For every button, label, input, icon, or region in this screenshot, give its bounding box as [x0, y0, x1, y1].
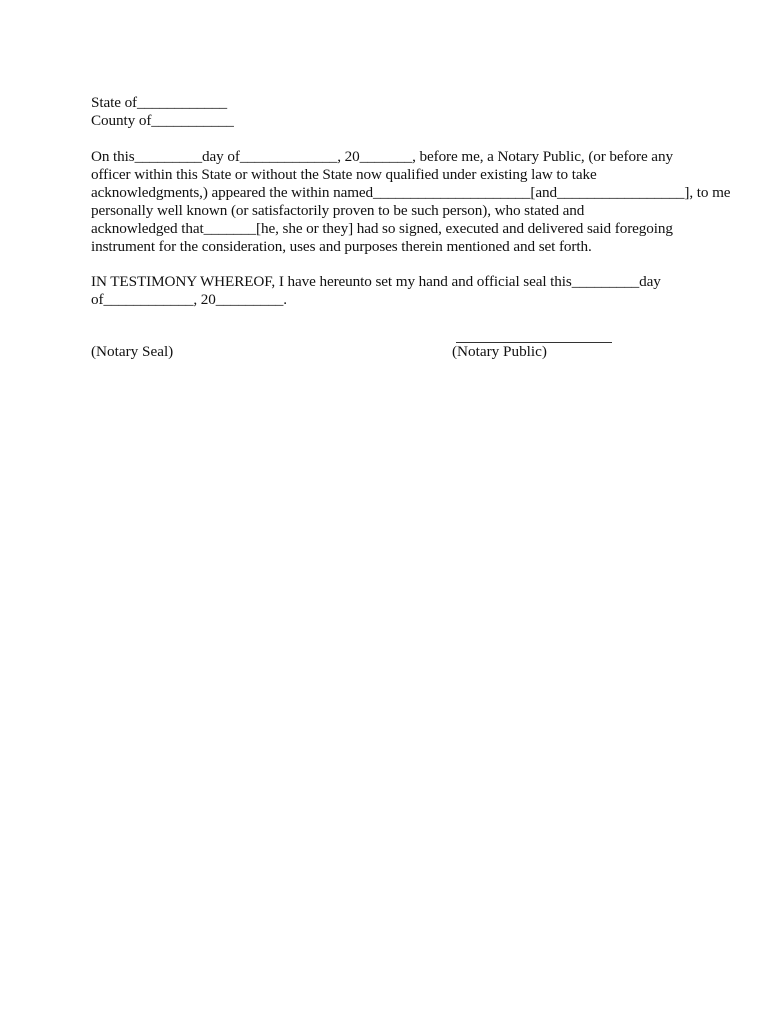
- notary-seal-label: (Notary Seal): [91, 343, 174, 360]
- testimony-line-1: IN TESTIMONY WHEREOF, I have hereunto set my hand and official seal this_________day: [91, 273, 661, 290]
- acknowledgment-line-2: officer within this State or without the State now qualified under existing law to take: [91, 166, 597, 183]
- notary-public-label: (Notary Public): [452, 343, 547, 360]
- county-of-line: County of___________: [91, 112, 234, 129]
- acknowledgment-line-6: instrument for the consideration, uses and purposes therein mentioned and set forth.: [91, 238, 592, 255]
- acknowledgment-line-3: acknowledgments,) appeared the within named_____________________[and_________________], to me: [91, 184, 731, 201]
- acknowledgment-line-5: acknowledged that_______[he, she or they] had so signed, executed and delivered said foregoing: [91, 220, 673, 237]
- state-of-line: State of____________: [91, 94, 227, 111]
- acknowledgment-line-1: On this_________day of_____________, 20_______, before me, a Notary Public, (or before any: [91, 148, 673, 165]
- testimony-line-2: of____________, 20_________.: [91, 291, 287, 308]
- acknowledgment-line-4: personally well known (or satisfactorily proven to be such person), who stated and: [91, 202, 585, 219]
